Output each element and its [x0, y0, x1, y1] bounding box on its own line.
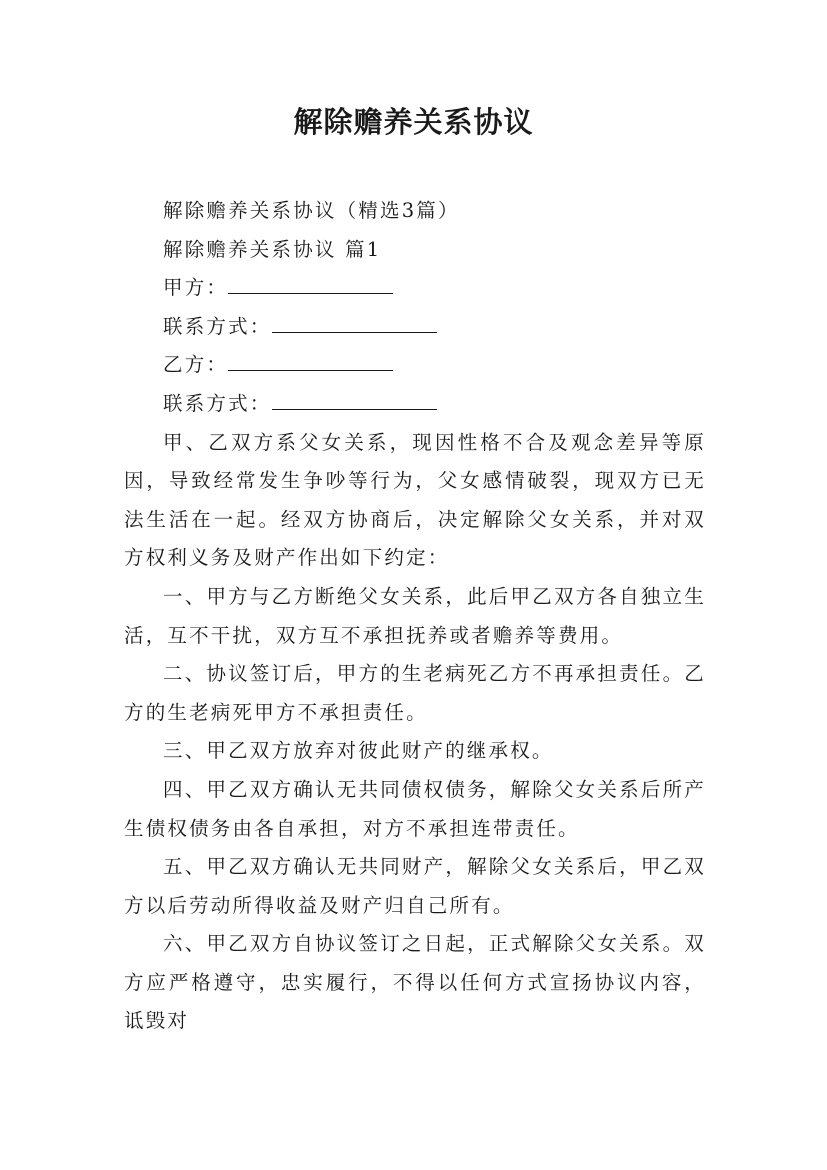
paragraph-preamble: 甲、乙双方系父女关系，现因性格不合及观念差异等原因，导致经常发生争吵等行为，父女感情破裂，现双方已无法生活在一起。经双方协商后，决定解除父女关系，并对双方权利义务及财产作出如下约定：	[124, 430, 706, 570]
paragraph-clause-1: 一、甲方与乙方断绝父女关系，此后甲乙双方各自独立生活，互不干扰，双方互不承担抚养或者赡养等费用。	[124, 584, 706, 647]
party-b-field	[124, 346, 706, 385]
paragraph-clause-2: 二、协议签订后，甲方的生老病死乙方不再承担责任。乙方的生老病死甲方不承担责任。	[124, 662, 706, 724]
paragraph-clause-4: 四、甲乙双方确认无共同债权债务，解除父女关系后所产生债权债务由各自承担，对方不承担连带责任。	[124, 777, 706, 840]
party-a-field	[124, 269, 706, 308]
paragraph-clause-6: 六、甲乙双方自协议签订之日起，正式解除父女关系。双方应严格遵守，忠实履行，不得以任何方式宣扬协议内容，诋毁对	[124, 932, 706, 1033]
party-b-contact-blank	[272, 387, 437, 410]
document-title: 解除赡养关系协议	[293, 105, 534, 139]
document-subtitle: 解除赡养关系协议（精选3篇）	[163, 199, 460, 222]
party-a-contact-field	[124, 308, 706, 347]
section-heading: 解除赡养关系协议 篇1	[163, 237, 382, 261]
paragraph-clause-3: 三、甲乙双方放弃对彼此财产的继承权。	[163, 739, 554, 763]
party-b-label: 乙方：	[163, 353, 229, 377]
party-b-blank	[228, 348, 393, 371]
party-a-blank	[228, 271, 393, 294]
party-a-contact-label: 联系方式：	[163, 314, 272, 338]
paragraph-clause-5: 五、甲乙双方确认无共同财产，解除父女关系后，甲乙双方以后劳动所得收益及财产归自己所有。	[124, 855, 706, 917]
party-a-label: 甲方：	[163, 276, 229, 300]
party-b-contact-label: 联系方式：	[163, 391, 272, 415]
party-b-contact-field	[124, 385, 706, 424]
party-a-contact-blank	[272, 310, 437, 333]
document-body	[124, 192, 706, 1041]
